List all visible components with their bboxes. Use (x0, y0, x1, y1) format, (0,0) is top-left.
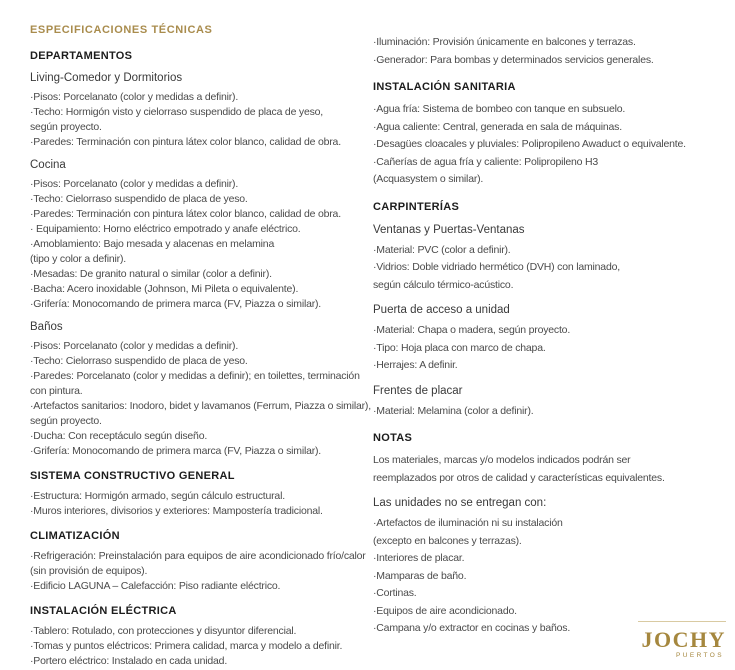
spec-text-line: según proyecto. (30, 121, 102, 133)
sub-heading: Ventanas y Puertas-Ventanas (373, 223, 525, 236)
spec-text-line: ·Bacha: Acero inoxidable (Johnson, Mi Pileta o equivalente). (30, 283, 299, 295)
spec-text-line: ·Techo: Cielorraso suspendido de placa de yeso. (30, 355, 248, 367)
spec-text-line: Los materiales, marcas y/o modelos indicados podrán ser (373, 454, 631, 466)
spec-text-line: ·Artefactos de iluminación ni su instalación (373, 517, 563, 529)
spec-text-line: ·Muros interiores, divisorios y exteriores: Mampostería tradicional. (30, 505, 323, 517)
spec-text-line: ·Paredes: Porcelanato (color y medidas a definir); en toilettes, terminación (30, 370, 360, 382)
sub-heading: Cocina (30, 159, 66, 171)
spec-text-line: según cálculo térmico-acústico. (373, 278, 514, 291)
sub-heading: Living-Comedor y Dormitorios (30, 72, 183, 84)
spec-text-line: (tipo y color a definir). (30, 253, 126, 265)
spec-text-line: (Acquasystem o similar). (373, 173, 484, 185)
spec-text-line: ·Edificio LAGUNA – Calefacción: Piso radiante eléctrico. (30, 580, 281, 592)
sub-heading: Frentes de placar (373, 384, 463, 397)
column-left-blocks (30, 50, 373, 669)
section-heading: CARPINTERÍAS (373, 200, 460, 213)
page-title: ESPECIFICACIONES TÉCNICAS (30, 24, 213, 36)
spec-text-line: ·Pisos: Porcelanato (color y medidas a definir). (30, 91, 239, 103)
spec-text-line: ·Material: Melamina (color a definir). (373, 404, 534, 417)
spec-text-line: ·Pisos: Porcelanato (color y medidas a definir). (30, 340, 239, 352)
spec-text-line: ·Material: PVC (color a definir). (373, 243, 511, 256)
section-heading: INSTALACIÓN SANITARIA (373, 81, 516, 93)
sub-heading: Puerta de acceso a unidad (373, 304, 510, 316)
spec-text-line: ·Pisos: Porcelanato (color y medidas a definir). (30, 178, 239, 190)
logo-divider-rule (638, 621, 726, 622)
spec-text-line: (sin provisión de equipos). (30, 565, 148, 577)
spec-text-line: (excepto en balcones y terrazas). (373, 534, 522, 547)
jochy-logo (638, 621, 726, 659)
spec-text-line: ·Paredes: Terminación con pintura látex color blanco, calidad de obra. (30, 136, 341, 148)
section-heading: NOTAS (373, 432, 413, 444)
sub-heading: Baños (30, 321, 63, 333)
spec-text-line: ·Ducha: Con receptáculo según diseño. (30, 430, 208, 442)
spec-text-line: ·Herrajes: A definir. (373, 359, 458, 371)
logo-subtitle: PUERTOS (676, 652, 724, 659)
spec-text-line: ·Mesadas: De granito natural o similar (color a definir). (30, 268, 272, 280)
spec-text-line: · Equipamiento: Horno eléctrico empotrado y anafe eléctrico. (30, 223, 301, 235)
spec-text-line: ·Mamparas de baño. (373, 569, 467, 582)
spec-text-line: ·Cañerías de agua fría y caliente: Polipropileno H3 (373, 155, 599, 168)
spec-text-line: ·Generador: Para bombas y determinados servicios generales. (373, 53, 654, 66)
section-heading: SISTEMA CONSTRUCTIVO GENERAL (30, 470, 235, 482)
spec-text-line: ·Paredes: Terminación con pintura látex color blanco, calidad de obra. (30, 208, 341, 220)
spec-text-line: ·Material: Chapa o madera, según proyecto. (373, 324, 571, 336)
spec-text-line: ·Agua fría: Sistema de bombeo con tanque en subsuelo. (373, 103, 626, 115)
spec-text-line: ·Tipo: Hoja placa con marco de chapa. (373, 341, 546, 354)
spec-text-line: ·Interiores de placar. (373, 552, 465, 564)
spec-text-line: ·Iluminación: Provisión únicamente en balcones y terrazas. (373, 36, 636, 48)
spec-text-line: ·Grifería: Monocomando de primera marca (FV, Piazza o similar). (30, 445, 322, 457)
spec-text-line: ·Desagües cloacales y pluviales: Polipropileno Awaduct o equivalente. (373, 138, 686, 150)
column-left (30, 24, 373, 669)
spec-text-line: ·Portero eléctrico: Instalado en cada unidad. (30, 655, 228, 667)
spec-text-line: ·Techo: Hormigón visto y cielorraso suspendido de placa de yeso, (30, 106, 324, 118)
spec-text-line: ·Equipos de aire acondicionado. (373, 604, 517, 617)
section-heading: DEPARTAMENTOS (30, 50, 133, 62)
spec-text-line: con pintura. (30, 385, 83, 397)
spec-text-line: ·Amoblamiento: Bajo mesada y alacenas en melamina (30, 238, 275, 250)
spec-text-line: reemplazados por otros de calidad y características equivalentes. (373, 471, 665, 484)
spec-text-line: ·Techo: Cielorraso suspendido de placa de yeso. (30, 193, 248, 205)
spec-text-line: ·Estructura: Hormigón armado, según cálculo estructural. (30, 490, 285, 502)
spec-text-line: ·Artefactos sanitarios: Inodoro, bidet y lavamanos (Ferrum, Piazza o similar), (30, 400, 371, 412)
spec-text-line: ·Grifería: Monocomando de primera marca (FV, Piazza o similar). (30, 298, 322, 310)
spec-text-line: ·Tomas y puntos eléctricos: Primera calidad, marca y modelo a definir. (30, 640, 343, 652)
sub-heading: Las unidades no se entregan con: (373, 497, 547, 509)
spec-text-line: ·Campana y/o extractor en cocinas y baños. (373, 622, 571, 634)
spec-text-line: según proyecto. (30, 415, 102, 427)
column-right (373, 34, 725, 638)
spec-text-line: ·Cortinas. (373, 587, 417, 599)
logo-wordmark: JOCHY (641, 627, 726, 652)
section-heading: CLIMATIZACIÓN (30, 530, 120, 542)
spec-text-line: ·Agua caliente: Central, generada en sala de máquinas. (373, 120, 622, 133)
spec-text-line: ·Vidrios: Doble vidriado hermético (DVH) con laminado, (373, 261, 620, 273)
section-heading: INSTALACIÓN ELÉCTRICA (30, 605, 177, 617)
spec-text-line: ·Refrigeración: Preinstalación para equipos de aire acondicionado frío/calor (30, 550, 366, 562)
spec-text-line: ·Tablero: Rotulado, con protecciones y disyuntor diferencial. (30, 625, 297, 637)
